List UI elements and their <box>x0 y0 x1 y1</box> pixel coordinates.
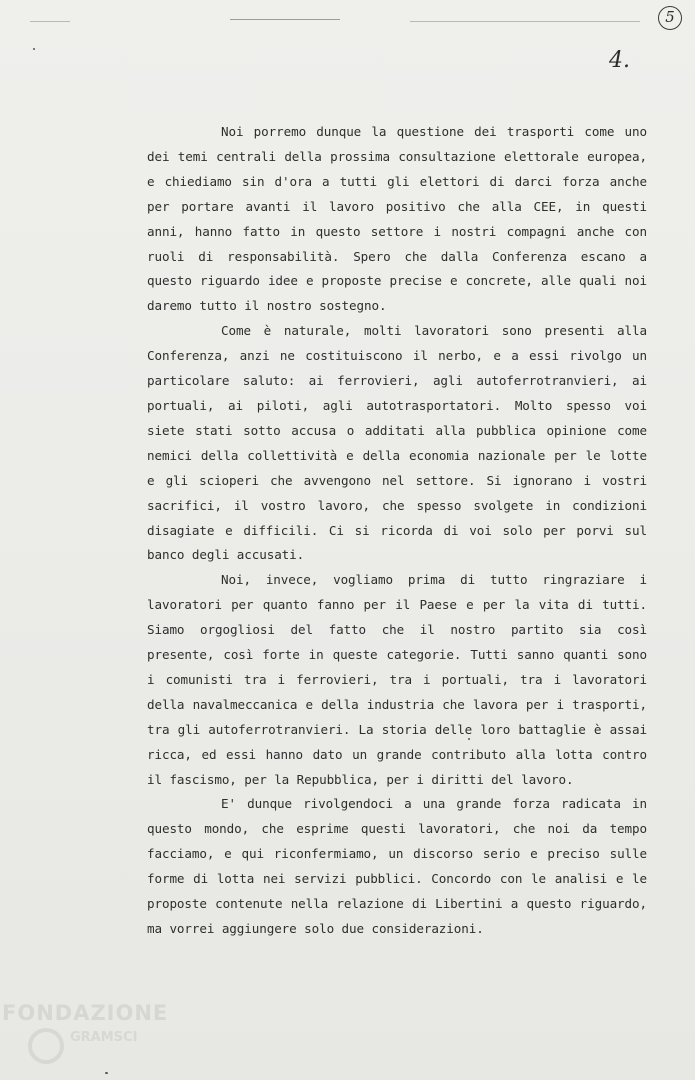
paragraph-4: E' dunque rivolgendoci a una grande forza radicata in questo mondo, che esprime questi lavoratori, che noi da tempo facciamo, e qui riconfermiamo, un discorso serio e preciso sulle forme di lotta nei servizi pubblici. Concordo con le analisi e le proposte contenute nella relazione di Libertini a questo riguardo, ma vorrei aggiungere solo due considerazioni. <box>147 796 647 936</box>
paragraph-1: Noi porremo dunque la questione dei trasporti come uno dei temi centrali della prossima consultazione elettorale europea, e chiediamo sin d'ora a tutti gli elettori di darci forza anche per portare avanti il lavoro positivo che alla CEE, in questi anni, hanno fatto in questo settore i nostri compagni anche con ruoli di responsabilità. Spero che dalla Conferenza escano a questo riguardo idee e proposte precise e concrete, alle quali noi daremo tutto il nostro sostegno. <box>147 124 647 314</box>
archive-stamp-number: 5 <box>658 6 682 30</box>
top-rule-right <box>410 21 640 22</box>
watermark-subtext: GRAMSCI <box>70 1030 138 1045</box>
watermark-text: FONDAZIONE <box>2 1001 169 1025</box>
paragraph-3: Noi, invece, vogliamo prima di tutto ringraziare i lavoratori per quanto fanno per il Paese e per la vita di tutti. Siamo orgogliosi del fatto che il nostro partito sia così presente, così forte in queste categorie. Tutti sanno quanti sono i comunisti tra i ferrovieri, tra i portuali, tra i lavoratori della navalmeccanica e della industria che lavora per i trasporti, tra gli autoferrotranvieri. La storia delle loro battaglie è assai ricca, ed essi hanno dato un grande contributo alla lotta contro il fascismo, per la Repubblica, per i diritti del lavoro. <box>147 572 647 787</box>
speck-mark <box>105 1072 108 1074</box>
paragraph-2: Come è naturale, molti lavoratori sono presenti alla Conferenza, anzi ne costituiscono il nerbo, e a essi rivolgo un particolare saluto: ai ferrovieri, agli autoferrotranvieri, ai portuali, ai piloti, agli autotrasportatori. Molto spesso voi siete stati sotto accusa o additati alla pubblica opinione come nemici della collettività e della economia nazionale per le lotte e gli scioperi che avvengono nel settore. Si ignorano i vostri sacrifici, il vostro lavoro, che spesso svolgete in condizioni disagiate e difficili. Ci si ricorda di voi solo per porvi sul banco degli accusati. <box>147 323 647 563</box>
typewritten-body <box>147 120 647 942</box>
speck-mark <box>33 48 35 50</box>
top-rule-left <box>30 21 70 22</box>
handwritten-page-number: 4. <box>609 48 630 73</box>
watermark-logo-icon <box>28 1028 64 1064</box>
top-rule-center <box>230 19 340 20</box>
